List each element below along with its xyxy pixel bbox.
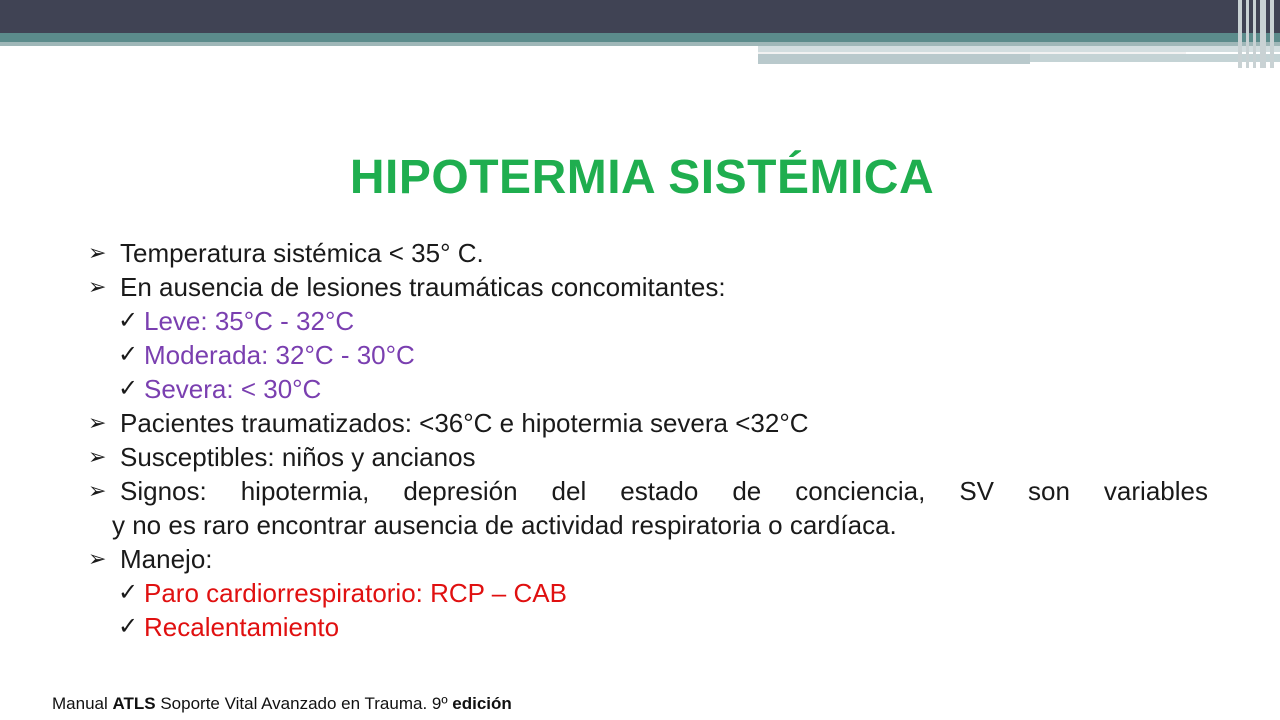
arrow-bullet-icon: ➢ <box>88 478 107 503</box>
slide-content <box>88 236 1208 644</box>
bullet-item <box>88 406 1208 440</box>
sub-bullet-item <box>88 304 1208 338</box>
arrow-bullet-icon: ➢ <box>88 546 107 571</box>
bullet-item <box>88 270 1208 304</box>
citation-middle: Soporte Vital Avanzado en Trauma. 9º <box>155 694 453 713</box>
bullet-text: Temperatura sistémica < 35° C. <box>120 238 484 268</box>
arrow-bullet-icon: ➢ <box>88 274 107 299</box>
bullet-text: Pacientes traumatizados: <36°C e hipotermia severa <32°C <box>120 408 809 438</box>
sub-bullet-item <box>88 610 1208 644</box>
sub-bullet-item <box>88 372 1208 406</box>
top-banner-teal <box>0 33 1280 42</box>
sub-bullet-text: Severa: < 30°C <box>144 374 322 404</box>
bullet-item <box>88 474 1208 542</box>
bullet-text: Signos: hipotermia, depresión del estado de conciencia, SV son variables <box>120 476 1208 506</box>
citation-bold: edición <box>452 694 512 713</box>
top-banner-strip <box>758 54 1030 64</box>
sub-bullet-text: Leve: 35°C - 32°C <box>144 306 355 336</box>
sub-bullet-item <box>88 338 1208 372</box>
source-citation <box>52 694 512 714</box>
sub-bullet-text: Paro cardiorrespiratorio: RCP – CAB <box>144 578 567 608</box>
citation-bold: ATLS <box>112 694 156 713</box>
bullet-item <box>88 440 1208 474</box>
check-icon: ✓ <box>118 375 139 402</box>
arrow-bullet-icon: ➢ <box>88 444 107 469</box>
citation-prefix: Manual <box>52 694 113 713</box>
bullet-text-continuation: y no es raro encontrar ausencia de actividad respiratoria o cardíaca. <box>112 510 897 540</box>
check-icon: ✓ <box>118 341 139 368</box>
bullet-text: En ausencia de lesiones traumáticas concomitantes: <box>120 272 726 302</box>
sub-bullet-text: Recalentamiento <box>144 612 340 642</box>
check-icon: ✓ <box>118 579 139 606</box>
check-icon: ✓ <box>118 613 139 640</box>
arrow-bullet-icon: ➢ <box>88 240 107 265</box>
check-icon: ✓ <box>118 307 139 334</box>
bullet-item <box>88 542 1208 576</box>
bullet-text: Susceptibles: niños y ancianos <box>120 442 476 472</box>
arrow-bullet-icon: ➢ <box>88 410 107 435</box>
sub-bullet-item <box>88 576 1208 610</box>
bullet-item <box>88 236 1208 270</box>
bullet-text: Manejo: <box>120 544 213 574</box>
top-banner-dark <box>0 0 1280 33</box>
decorative-vertical-bars <box>1236 0 1280 68</box>
slide-title: HIPOTERMIA SISTÉMICA <box>349 151 935 204</box>
sub-bullet-text: Moderada: 32°C - 30°C <box>144 340 415 370</box>
